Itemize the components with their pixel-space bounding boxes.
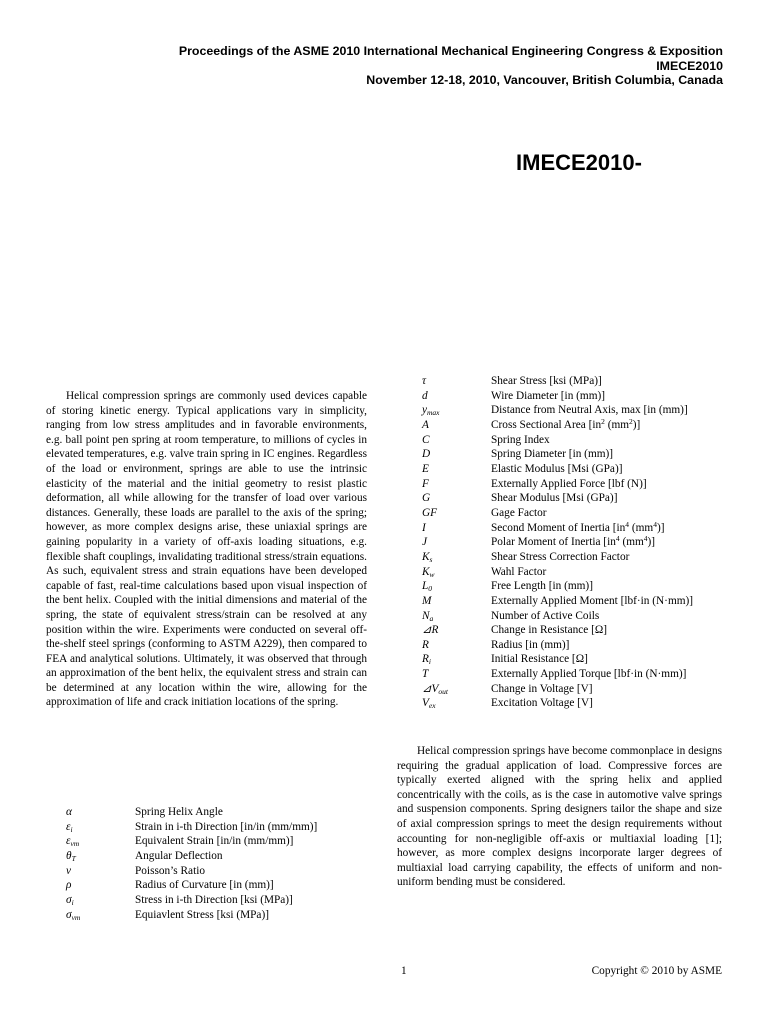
symbol-base: d bbox=[422, 389, 428, 402]
nomenclature-symbol bbox=[66, 908, 135, 923]
definition-text: Wahl Factor bbox=[491, 565, 547, 578]
definition-text: Stress in i-th Direction [ksi (MPa)] bbox=[135, 893, 293, 906]
nomenclature-definition bbox=[491, 521, 664, 536]
definition-text: Externally Applied Force [lbf (N)] bbox=[491, 477, 647, 490]
nomenclature-row bbox=[422, 579, 693, 594]
nomenclature-definition bbox=[491, 579, 593, 594]
nomenclature-definition bbox=[135, 893, 293, 908]
symbol-base: R bbox=[422, 638, 429, 651]
definition-text: (mm bbox=[619, 536, 644, 549]
symbol-subscript: i bbox=[70, 824, 73, 834]
nomenclature-symbol bbox=[66, 820, 135, 835]
definition-text: Distance from Neutral Axis, max [in (mm)] bbox=[491, 404, 688, 417]
symbol-base: N bbox=[422, 609, 430, 622]
symbol-base: ⊿V bbox=[422, 682, 439, 695]
symbol-base: σ bbox=[66, 893, 72, 906]
symbol-base: ε bbox=[66, 820, 71, 833]
nomenclature-row bbox=[422, 550, 693, 565]
symbol-base: K bbox=[422, 565, 430, 578]
nomenclature-symbol bbox=[422, 682, 491, 697]
definition-text: Second Moment of Inertia [in bbox=[491, 521, 626, 534]
definition-text: Angular Deflection bbox=[135, 849, 223, 862]
nomenclature-symbol bbox=[422, 594, 491, 609]
nomenclature-symbol bbox=[422, 491, 491, 506]
definition-text: Externally Applied Torque [lbf·in (N·mm)] bbox=[491, 668, 687, 681]
definition-superscript: 4 bbox=[625, 519, 630, 529]
nomenclature-definition bbox=[491, 623, 607, 638]
nomenclature-row bbox=[422, 565, 693, 580]
nomenclature-symbol bbox=[422, 521, 491, 536]
nomenclature-definition bbox=[491, 667, 686, 682]
nomenclature-symbol bbox=[422, 550, 491, 565]
header-conference-line: Proceedings of the ASME 2010 International Mechanical Engineering Congress & Exposition bbox=[178, 44, 723, 58]
nomenclature-row bbox=[422, 433, 693, 448]
definition-text: Equiavlent Stress [ksi (MPa)] bbox=[135, 908, 269, 921]
symbol-base: K bbox=[422, 550, 430, 563]
nomenclature-symbol bbox=[422, 696, 491, 711]
nomenclature-symbol bbox=[422, 652, 491, 667]
symbol-base: ε bbox=[66, 835, 71, 848]
symbol-base: GF bbox=[422, 506, 438, 519]
nomenclature-list-right bbox=[422, 374, 693, 711]
nomenclature-symbol bbox=[422, 565, 491, 580]
symbol-base: G bbox=[422, 492, 431, 505]
nomenclature-definition bbox=[491, 638, 569, 653]
definition-text: Change in Resistance [Ω] bbox=[491, 624, 607, 637]
symbol-base: A bbox=[422, 418, 429, 431]
nomenclature-row bbox=[422, 623, 693, 638]
definition-text: Shear Stress Correction Factor bbox=[491, 550, 630, 563]
nomenclature-definition bbox=[491, 594, 693, 609]
definition-text: Excitation Voltage [V] bbox=[491, 697, 593, 710]
nomenclature-definition bbox=[491, 652, 588, 667]
nomenclature-row bbox=[66, 908, 317, 923]
definition-text: Spring Diameter [in (mm)] bbox=[491, 448, 614, 461]
definition-text: Gage Factor bbox=[491, 506, 547, 519]
symbol-base: θ bbox=[66, 849, 72, 862]
nomenclature-symbol bbox=[422, 477, 491, 492]
nomenclature-row bbox=[422, 521, 693, 536]
nomenclature-symbol bbox=[422, 667, 491, 682]
definition-text: Change in Voltage [V] bbox=[491, 682, 593, 695]
symbol-subscript: i bbox=[428, 657, 431, 667]
definition-text: Radius of Curvature [in (mm)] bbox=[135, 879, 274, 892]
symbol-subscript: i bbox=[71, 897, 74, 907]
introduction-paragraph: Helical compression springs have become commonplace in designs requiring the gradual application of load. Compressive forces are typically exerted aligned with the spring helix and applied concentrically with the coils, as is the case in automotive valve springs and suspension components. Spring designers tailor the shape and size of axial compression springs to meet the design requirements without accounting for non-negligible off-axis or multiaxial loading [1]; however, as more complex designs incorporate larger degrees of multiaxial load carrying capability, the effects of uniform and non-uniform bending must be considered. bbox=[397, 745, 722, 889]
nomenclature-symbol bbox=[422, 374, 491, 389]
nomenclature-symbol bbox=[422, 447, 491, 462]
definition-text: (mm bbox=[629, 521, 654, 534]
nomenclature-definition bbox=[135, 805, 223, 820]
symbol-base: ρ bbox=[66, 879, 72, 892]
definition-text: Polar Moment of Inertia [in bbox=[491, 536, 616, 549]
definition-text: Spring Helix Angle bbox=[135, 806, 223, 818]
nomenclature-row bbox=[422, 535, 693, 550]
nomenclature-symbol bbox=[422, 403, 491, 418]
definition-superscript: 2 bbox=[601, 416, 605, 426]
nomenclature-symbol bbox=[66, 878, 135, 893]
nomenclature-row bbox=[422, 594, 693, 609]
proceedings-header bbox=[23, 44, 723, 88]
definition-text: Radius [in (mm)] bbox=[491, 638, 570, 651]
definition-text: Shear Stress [ksi (MPa)] bbox=[491, 375, 602, 387]
nomenclature-definition bbox=[491, 609, 599, 624]
nomenclature-symbol bbox=[422, 623, 491, 638]
definition-text: Equivalent Strain [in/in (mm/mm)] bbox=[135, 835, 294, 848]
nomenclature-row bbox=[66, 893, 317, 908]
symbol-base: E bbox=[422, 462, 429, 475]
symbol-subscript: a bbox=[429, 613, 434, 623]
nomenclature-definition bbox=[491, 403, 688, 418]
symbol-base: R bbox=[422, 653, 429, 666]
header-acronym-line: IMECE2010 bbox=[656, 58, 723, 73]
nomenclature-row bbox=[422, 491, 693, 506]
definition-text: Spring Index bbox=[491, 433, 550, 446]
nomenclature-row bbox=[66, 805, 317, 820]
copyright-notice: Copyright © 2010 by ASME bbox=[591, 965, 722, 977]
definition-superscript: 4 bbox=[653, 519, 657, 529]
nomenclature-definition bbox=[491, 506, 547, 521]
nomenclature-row bbox=[66, 864, 317, 879]
nomenclature-definition bbox=[491, 477, 647, 492]
symbol-base: σ bbox=[66, 908, 72, 921]
symbol-subscript: vm bbox=[70, 839, 80, 849]
header-date-location-line: November 12-18, 2010, Vancouver, British Columbia, Canada bbox=[366, 73, 723, 88]
nomenclature-row bbox=[66, 820, 317, 835]
symbol-base: J bbox=[422, 536, 428, 549]
definition-text: (mm bbox=[604, 418, 630, 431]
nomenclature-definition bbox=[491, 565, 546, 580]
symbol-base: τ bbox=[422, 375, 427, 387]
nomenclature-definition bbox=[491, 682, 593, 697]
nomenclature-symbol bbox=[66, 893, 135, 908]
nomenclature-definition bbox=[491, 696, 593, 711]
nomenclature-definition bbox=[135, 849, 223, 864]
symbol-base: I bbox=[422, 521, 426, 534]
nomenclature-row bbox=[422, 609, 693, 624]
symbol-subscript: 0 bbox=[428, 584, 433, 594]
definition-text: Cross Sectional Area [in bbox=[491, 418, 602, 431]
nomenclature-row bbox=[422, 652, 693, 667]
nomenclature-row bbox=[422, 477, 693, 492]
nomenclature-row bbox=[422, 389, 693, 404]
nomenclature-row bbox=[422, 462, 693, 477]
nomenclature-row bbox=[422, 418, 693, 433]
nomenclature-row bbox=[422, 506, 693, 521]
nomenclature-symbol bbox=[66, 864, 135, 879]
symbol-base: L bbox=[422, 580, 429, 593]
nomenclature-symbol bbox=[422, 418, 491, 433]
definition-text: Strain in i-th Direction [in/in (mm/mm)] bbox=[135, 820, 318, 833]
nomenclature-definition bbox=[491, 491, 617, 506]
nomenclature-row bbox=[422, 682, 693, 697]
nomenclature-row bbox=[422, 667, 693, 682]
definition-text: Free Length [in (mm)] bbox=[491, 580, 593, 593]
symbol-subscript: out bbox=[438, 686, 448, 696]
nomenclature-definition bbox=[491, 462, 622, 477]
definition-text: Poisson’s Ratio bbox=[135, 864, 205, 877]
nomenclature-symbol bbox=[422, 609, 491, 624]
paper-number: IMECE2010- bbox=[516, 150, 642, 175]
definition-superscript: 2 bbox=[629, 416, 633, 426]
symbol-base: ⊿R bbox=[422, 624, 439, 637]
nomenclature-row bbox=[66, 849, 317, 864]
nomenclature-row bbox=[66, 878, 317, 893]
nomenclature-symbol bbox=[422, 433, 491, 448]
nomenclature-symbol bbox=[422, 389, 491, 404]
nomenclature-symbol bbox=[66, 805, 135, 820]
definition-text: Wire Diameter [in (mm)] bbox=[491, 389, 606, 402]
abstract-paragraph: Helical compression springs are commonly used devices capable of storing kinetic energy. Typical applications vary in simplicity, ranging from low stress amplitudes and in favorable environments, e.g. ball point pen spring at room temperature, to millions of cycles in elevated temperatures, e.g. valve train spring in IC engines. Regardless of the load or environment, springs are able to use the intrinsic elasticity of the material and the initial geometry to resist plastic deformation, all while allowing for the transfer of load over various distances. Generally, these loads are parallel to the axis of the spring; however, as more complex designs arise, these uniaxial springs are gaining popularity in a variety of off-axis loading situations, e.g. flexible shaft couplings, invalidating traditional stress/strain equations. As such, equivalent stress and strain equations have been developed capable of fast, real-time calculations based upon visual inspection of the bent helix. Coupled with the initial dimensions and material of the spring, the state of equivalent stress/strain can be resolved at any position within the wire. Experiments were conducted on several off-the-shelf steel springs (conforming to ASTM A229), then compared to FEA and analytical solutions. Ultimately, it was observed that through an approximation of the bent helix, the equivalent stress and strain can be determined at any location within the wire, allowing for the approximation of life and crack initiation locations of the spring. bbox=[46, 390, 367, 709]
nomenclature-definition bbox=[135, 820, 317, 835]
symbol-base: T bbox=[422, 668, 429, 681]
nomenclature-definition bbox=[491, 433, 550, 448]
definition-text: Number of Active Coils bbox=[491, 609, 600, 622]
nomenclature-row bbox=[66, 834, 317, 849]
nomenclature-definition bbox=[491, 418, 640, 433]
symbol-subscript: T bbox=[71, 853, 76, 863]
definition-text: )] bbox=[647, 536, 656, 549]
nomenclature-symbol bbox=[66, 849, 135, 864]
nomenclature-symbol bbox=[422, 506, 491, 521]
nomenclature-definition bbox=[491, 389, 605, 404]
nomenclature-definition bbox=[491, 447, 613, 462]
definition-superscript: 4 bbox=[643, 534, 648, 544]
symbol-subscript: w bbox=[429, 569, 435, 579]
nomenclature-symbol bbox=[422, 462, 491, 477]
nomenclature-row bbox=[422, 447, 693, 462]
symbol-base: F bbox=[422, 477, 429, 490]
definition-superscript: 4 bbox=[615, 534, 620, 544]
nomenclature-definition bbox=[491, 550, 629, 565]
definition-text: Initial Resistance [Ω] bbox=[491, 653, 588, 666]
symbol-base: y bbox=[422, 404, 428, 417]
symbol-base: M bbox=[422, 594, 432, 607]
nomenclature-definition bbox=[491, 535, 655, 550]
nomenclature-definition bbox=[135, 864, 205, 879]
symbol-base: C bbox=[422, 433, 430, 446]
nomenclature-definition bbox=[135, 834, 293, 849]
nomenclature-symbol bbox=[66, 834, 135, 849]
symbol-subscript: s bbox=[429, 554, 433, 564]
symbol-subscript: max bbox=[427, 408, 440, 418]
nomenclature-definition bbox=[135, 908, 269, 923]
nomenclature-row bbox=[422, 403, 693, 418]
nomenclature-row bbox=[422, 696, 693, 711]
nomenclature-symbol bbox=[422, 638, 491, 653]
symbol-subscript: vm bbox=[71, 912, 81, 922]
nomenclature-row bbox=[422, 638, 693, 653]
nomenclature-symbol bbox=[422, 535, 491, 550]
symbol-base: D bbox=[422, 448, 431, 461]
nomenclature-definition bbox=[491, 374, 602, 389]
definition-text: Elastic Modulus [Msi (GPa)] bbox=[491, 462, 623, 475]
definition-text: Externally Applied Moment [lbf·in (N·mm)] bbox=[491, 594, 694, 607]
definition-text: )] bbox=[656, 521, 665, 534]
symbol-subscript: ex bbox=[428, 701, 436, 711]
definition-text: Shear Modulus [Msi (GPa)] bbox=[491, 492, 618, 505]
nomenclature-definition bbox=[135, 878, 274, 893]
nomenclature-row bbox=[422, 374, 693, 389]
page-number: 1 bbox=[401, 965, 407, 977]
symbol-base: α bbox=[66, 806, 72, 818]
nomenclature-list-left bbox=[66, 805, 317, 922]
symbol-base: ν bbox=[66, 864, 72, 877]
symbol-base: V bbox=[422, 697, 429, 710]
definition-text: )] bbox=[632, 418, 641, 431]
nomenclature-symbol bbox=[422, 579, 491, 594]
